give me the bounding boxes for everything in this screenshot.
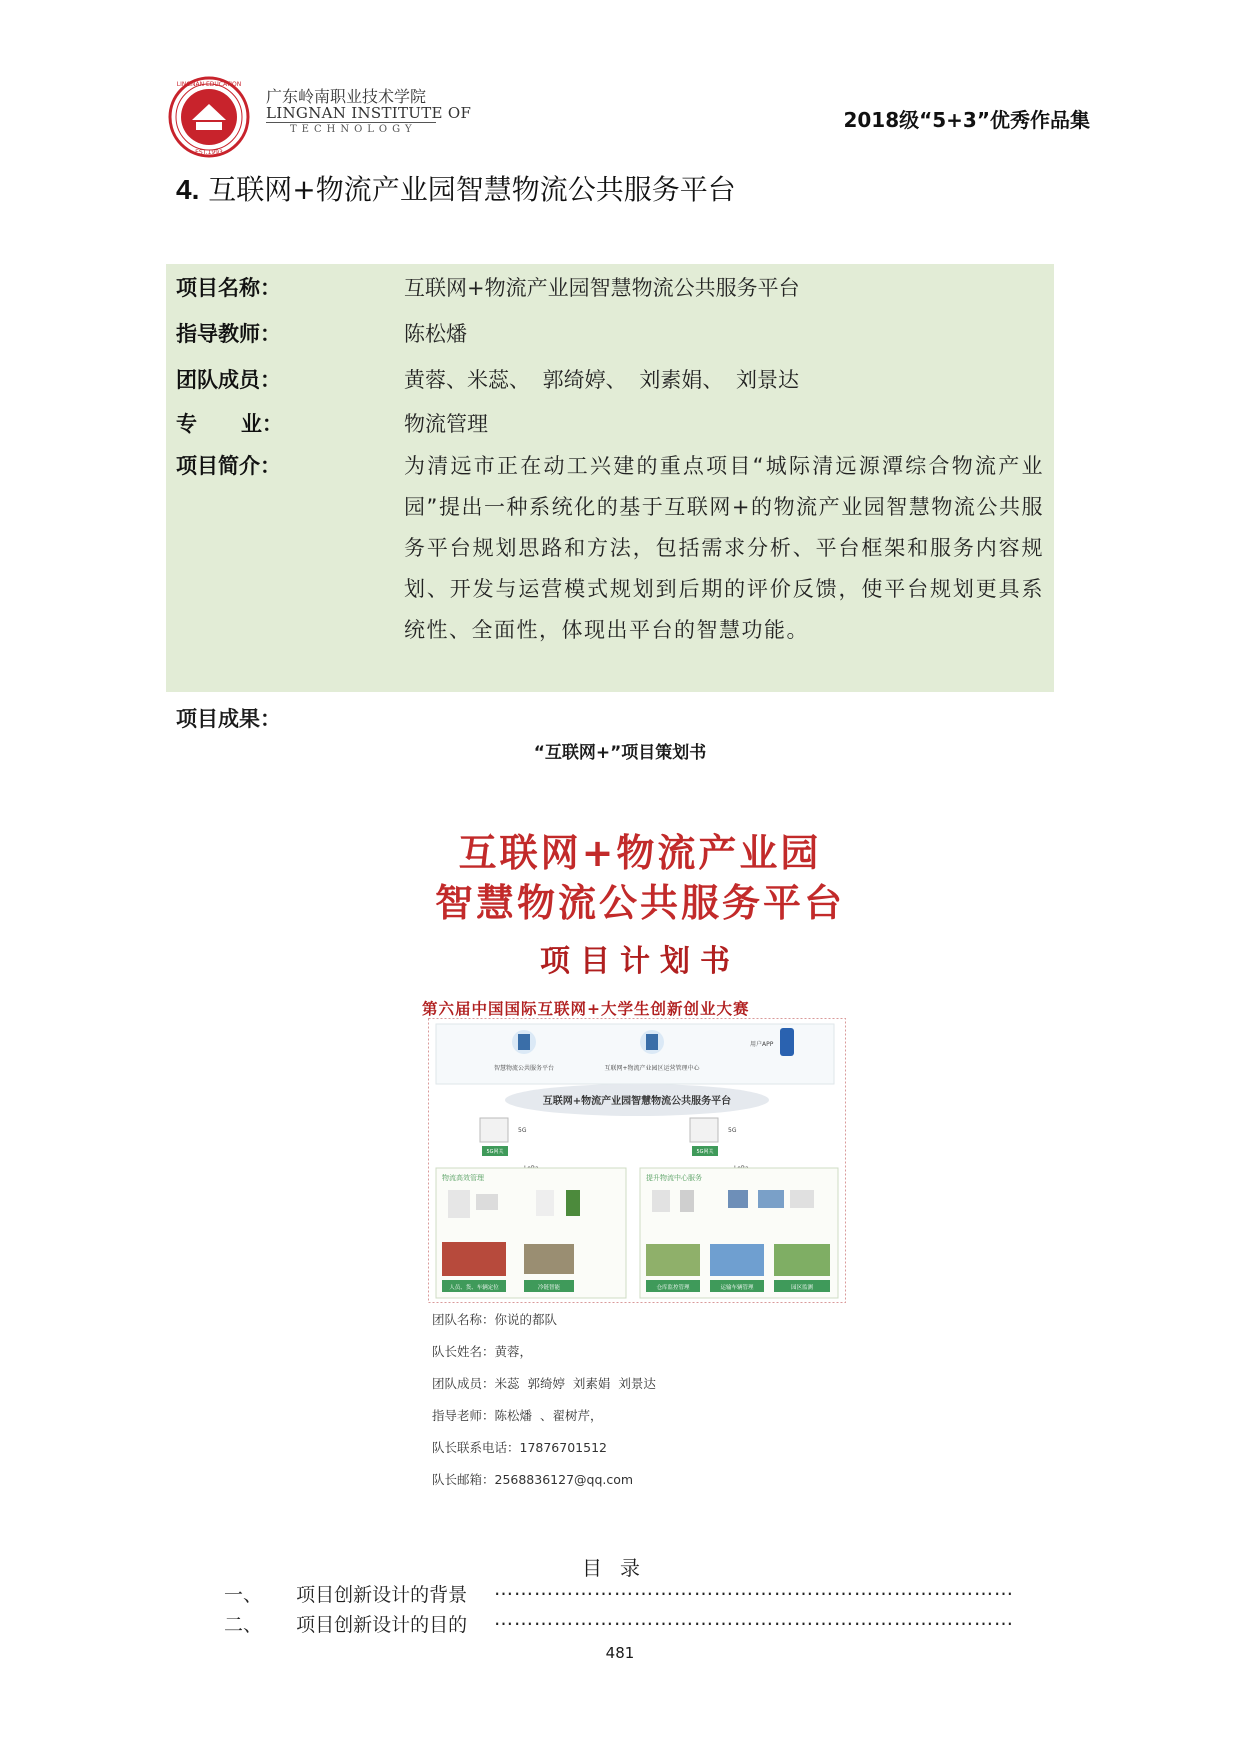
svg-text:LINGNAN EDUCATION: LINGNAN EDUCATION <box>176 81 242 88</box>
svg-text:5G网关: 5G网关 <box>486 1149 504 1155</box>
svg-text:5G: 5G <box>518 1127 527 1134</box>
phone-icon <box>780 1028 794 1056</box>
cover-email: 队长邮箱：2568836127@qq.com <box>432 1472 634 1487</box>
toc-item <box>224 1610 467 1637</box>
toc-item <box>224 1580 467 1607</box>
page-number: 481 <box>605 1644 635 1662</box>
toc-item-text: 项目创新设计的背景 <box>296 1584 468 1606</box>
cover-team-name: 团队名称：你说的都队 <box>432 1312 558 1327</box>
collection-title: 2018级“5+3”优秀作品集 <box>843 108 1090 132</box>
svg-text:园区监测: 园区监测 <box>790 1285 814 1291</box>
svg-text:冷链智能: 冷链智能 <box>537 1285 561 1291</box>
svg-text:提升物流中心服务: 提升物流中心服务 <box>646 1174 702 1182</box>
svg-text:5G: 5G <box>728 1127 737 1134</box>
server-icon <box>640 1030 664 1054</box>
section-number: 4. <box>176 174 200 205</box>
toc-item-text: 项目创新设计的目的 <box>296 1614 468 1636</box>
svg-text:运输车辆管理: 运输车辆管理 <box>720 1285 754 1291</box>
svg-text:互联网+物流产业园区运营管理中心: 互联网+物流产业园区运营管理中心 <box>604 1065 700 1072</box>
svg-text:EST.1993: EST.1993 <box>195 149 223 156</box>
cover-phone: 队长联系电话：17876701512 <box>432 1440 607 1455</box>
svg-text:互联网+物流产业园智慧物流公共服务平台: 互联网+物流产业园智慧物流公共服务平台 <box>542 1096 732 1107</box>
result-caption: “互联网+”项目策划书 <box>533 743 707 763</box>
toc-item-number: 一、 <box>224 1584 263 1606</box>
intro-value: 为清远市正在动工兴建的重点项目“城际清远源潭综合物流产业园”提出一种系统化的基于互联网+的物流产业园智慧物流公共服务平台规划思路和方法，包括需求分析、平台框架和服务内容规划、开发与运营模式规划到后期的评价反馈，使平台规划更具系统性、全面性，体现出平台的智慧功能。 <box>404 454 1044 642</box>
cover-contest-name: 第六届中国国际互联网+大学生创新创业大赛 <box>422 1000 750 1018</box>
svg-text:物流高效管理: 物流高效管理 <box>442 1174 484 1182</box>
svg-text:仓库监控管理: 仓库监控管理 <box>656 1285 690 1291</box>
name-label: 项目名称： <box>176 276 281 300</box>
toc-title: 目录 <box>582 1556 658 1580</box>
section-title-text: 互联网+物流产业园智慧物流公共服务平台 <box>208 173 736 206</box>
cover-members: 团队成员：米蕊 郭绮婷 刘素娟 刘景达 <box>432 1376 656 1391</box>
server-icon <box>512 1030 536 1054</box>
team-label: 团队成员： <box>176 368 281 392</box>
section-title <box>176 168 736 208</box>
header-divider <box>266 122 436 123</box>
school-name-en-2: TECHNOLOGY <box>290 124 417 135</box>
cover-advisor: 指导老师：陈松燔 、翟树芹， <box>432 1408 603 1423</box>
teacher-value: 陈松燔 <box>404 322 467 346</box>
team-value: 黄蓉、米蕊、 郭绮婷、 刘素娟、 刘景达 <box>404 368 800 392</box>
major-label: 专 业： <box>176 412 283 436</box>
svg-text:智慧物流公共服务平台: 智慧物流公共服务平台 <box>493 1065 555 1072</box>
teacher-label: 指导教师： <box>176 322 281 346</box>
cover-title-line1: 互联网+物流产业园 <box>458 831 822 875</box>
toc-item-number: 二、 <box>224 1614 263 1636</box>
svg-text:用户APP: 用户APP <box>750 1041 774 1048</box>
result-label: 项目成果： <box>176 707 281 731</box>
major-value: 物流管理 <box>404 412 488 436</box>
cover-captain: 队长姓名：黄蓉， <box>432 1344 533 1359</box>
cover-title-line3: 项目计划书 <box>540 944 740 979</box>
school-name-en: LINGNAN INSTITUTE OF <box>266 104 472 122</box>
intro-label: 项目简介： <box>176 454 281 478</box>
platform-architecture-diagram <box>428 1018 846 1303</box>
toc-leader: …………………………………………………………………… <box>494 1578 1014 1600</box>
cover-title-line2: 智慧物流公共服务平台 <box>434 881 845 925</box>
school-logo <box>168 76 250 158</box>
name-value: 互联网+物流产业园智慧物流公共服务平台 <box>404 276 800 300</box>
toc-leader: …………………………………………………………………… <box>494 1608 1014 1630</box>
school-name-cn: 广东岭南职业技术学院 <box>266 87 427 106</box>
svg-text:5G网关: 5G网关 <box>696 1149 714 1155</box>
svg-text:人员、货、车辆定位: 人员、货、车辆定位 <box>449 1285 499 1291</box>
